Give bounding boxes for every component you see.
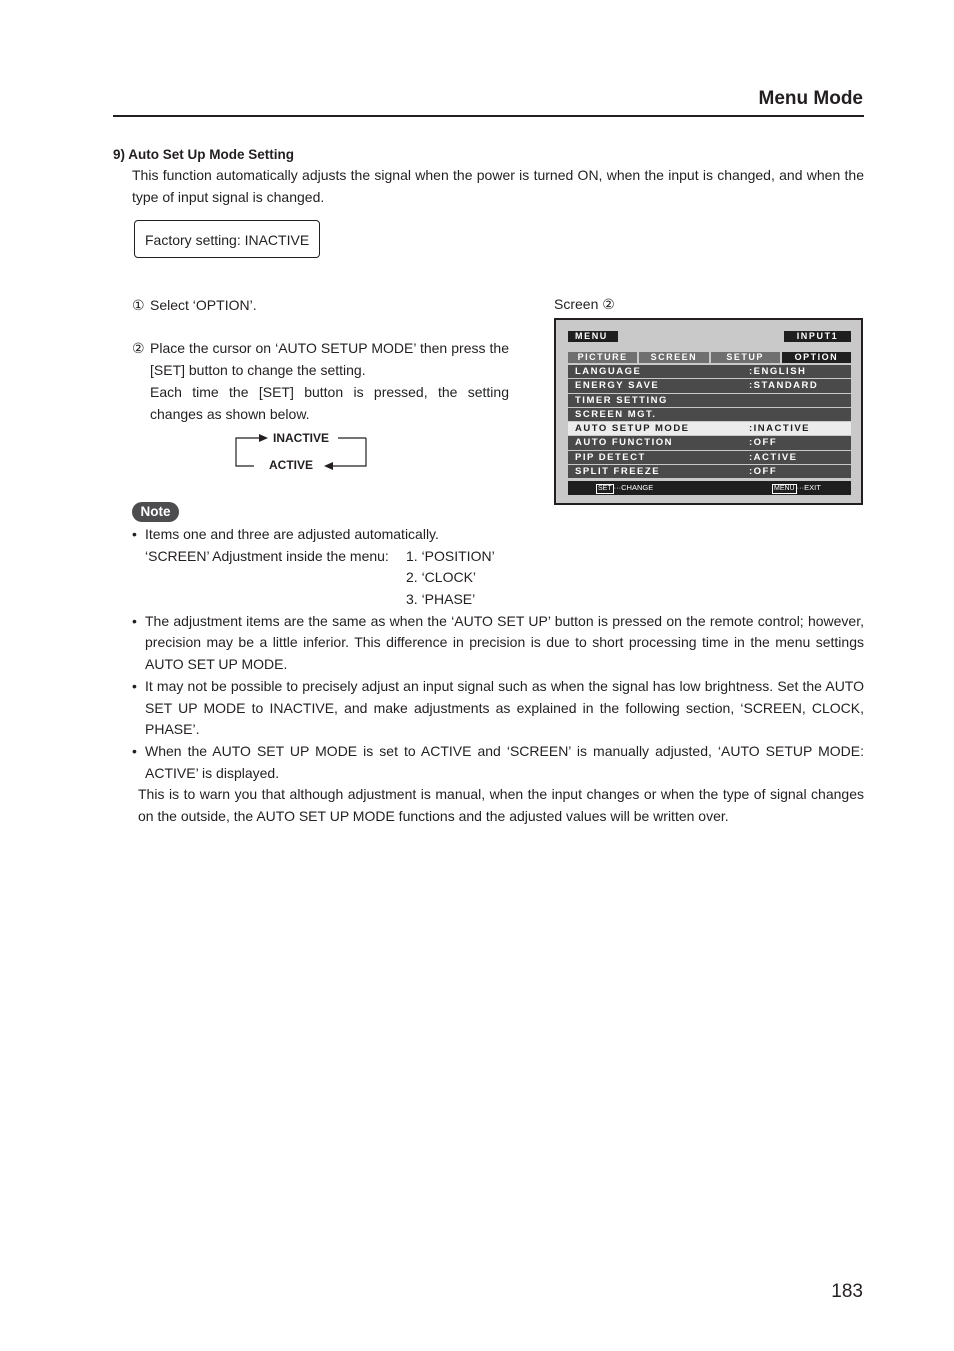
screen-label: Screen ② — [554, 296, 615, 312]
cycle-inactive-label: INACTIVE — [273, 431, 330, 445]
osd-row-label: TIMER SETTING — [575, 394, 668, 406]
adjust-item-position: 1. ‘POSITION’ — [406, 547, 495, 564]
note-bullet-1-line2 — [145, 546, 864, 568]
note-bullet-3 — [132, 676, 864, 741]
note-bullet-3-text: It may not be possible to precisely adjust an input signal such as when the signal has low brightness. Set the AUTO SET UP MODE to INACTIVE, and make adjustments as explained in the following section, ‘SCREEN, CLOCK, PHASE’. — [145, 677, 864, 738]
note-bullet-1-line1: Items one and three are adjusted automatically. — [145, 526, 439, 542]
osd-input-label: INPUT1 — [784, 331, 851, 342]
osd-row-label: SCREEN MGT. — [575, 408, 657, 420]
osd-row-value: :STANDARD — [749, 380, 819, 392]
adjust-item-phase: 3. ‘PHASE’ — [406, 591, 476, 608]
osd-row-pip-detect — [568, 451, 851, 465]
menu-key-icon: MENU — [774, 485, 795, 492]
section-intro: This function automatically adjusts the signal when the power is turned ON, when the input is changed, and when the type of input signal is changed. — [132, 167, 864, 205]
osd-tab-option: OPTION — [782, 352, 851, 363]
set-key-icon: SET — [598, 485, 612, 492]
osd-tab-picture: PICTURE — [568, 352, 637, 363]
notes — [132, 524, 864, 828]
osd-footer-set — [596, 481, 653, 495]
osd-row-value: :ENGLISH — [749, 366, 807, 377]
osd-menu-list — [568, 365, 851, 479]
osd-row-label: ENERGY SAVE — [575, 380, 660, 392]
osd-footer-set-text: ···CHANGE — [613, 483, 654, 492]
osd-row-energy-save — [568, 379, 851, 393]
note-bullet-4-text: When the AUTO SET UP MODE is set to ACTIVE and ‘SCREEN’ is manually adjusted, ‘AUTO SETUP MODE: ACTIVE’ is displayed. — [145, 742, 864, 781]
step-text: Select ‘OPTION’. — [150, 297, 257, 313]
osd-tab-setup: SETUP — [711, 352, 780, 363]
osd-row-value: :OFF — [749, 466, 778, 478]
osd-row-value: :OFF — [749, 437, 778, 449]
osd-row-auto-setup-mode — [568, 422, 851, 436]
osd-row-label: PIP DETECT — [575, 451, 646, 463]
note-continuation: This is to warn you that although adjustment is manual, when the input changes or when the type of signal changes on the outside, the AUTO SET UP MODE functions and the adjusted values will be written over. — [138, 786, 864, 825]
osd-row-split-freeze — [568, 465, 851, 479]
step-1 — [132, 295, 509, 317]
osd-tab-screen: SCREEN — [639, 352, 708, 363]
step-2 — [132, 338, 509, 425]
note-bullet-2-text: The adjustment items are the same as when the ‘AUTO SET UP’ button is pressed on the remote control; however, precision may be a little inferior. This difference in precision is due to short processing time in the menu settings AUTO SET UP MODE. — [145, 612, 864, 673]
osd-footer-menu — [772, 481, 821, 495]
osd-row-label: LANGUAGE — [575, 366, 642, 377]
bullet-dot: • — [132, 612, 137, 629]
note-bullet-1 — [132, 524, 864, 611]
adjust-item-row — [145, 589, 864, 611]
osd-row-label: AUTO SETUP MODE — [575, 423, 690, 435]
step-extra: Each time the [SET] button is pressed, the setting changes as shown below. — [150, 383, 509, 422]
step-number: ② — [132, 340, 145, 357]
osd-footer — [568, 481, 851, 495]
header-rule — [113, 115, 864, 117]
adjust-item-clock: 2. ‘CLOCK’ — [406, 569, 477, 586]
osd-row-label: AUTO FUNCTION — [575, 437, 673, 449]
step-text: Place the cursor on ‘AUTO SETUP MODE’ then press the [SET] button to change the setting. — [150, 340, 509, 379]
osd-menu-screen — [554, 318, 863, 505]
bullet-dot: • — [132, 526, 137, 542]
screen-adjustment-label: ‘SCREEN’ Adjustment inside the menu: — [145, 547, 389, 564]
osd-row-language — [568, 365, 851, 379]
step-number: ① — [132, 297, 145, 313]
osd-row-value: :INACTIVE — [749, 423, 810, 435]
section-title: 9) Auto Set Up Mode Setting — [113, 147, 294, 162]
osd-row-screen-mgt — [568, 408, 851, 422]
osd-row-timer-setting — [568, 394, 851, 408]
setting-cycle-diagram — [230, 428, 375, 476]
osd-footer-menu-text: ···EXIT — [796, 483, 821, 492]
page-title: Menu Mode — [758, 88, 863, 109]
bullet-dot: • — [132, 677, 137, 694]
steps — [132, 295, 509, 425]
osd-row-value: :ACTIVE — [749, 451, 798, 463]
factory-setting-box: Factory setting: INACTIVE — [134, 220, 320, 258]
page-number: 183 — [831, 1281, 863, 1302]
osd-row-label: SPLIT FREEZE — [575, 466, 661, 478]
osd-menu-label: MENU — [568, 331, 618, 342]
cycle-active-label: ACTIVE — [269, 458, 314, 472]
note-bullet-2 — [132, 611, 864, 676]
adjust-item-row — [145, 567, 864, 589]
note-badge: Note — [132, 502, 179, 522]
bullet-dot: • — [132, 742, 137, 759]
osd-tabs — [568, 352, 851, 363]
note-bullet-4 — [132, 741, 864, 784]
osd-row-auto-function — [568, 436, 851, 450]
